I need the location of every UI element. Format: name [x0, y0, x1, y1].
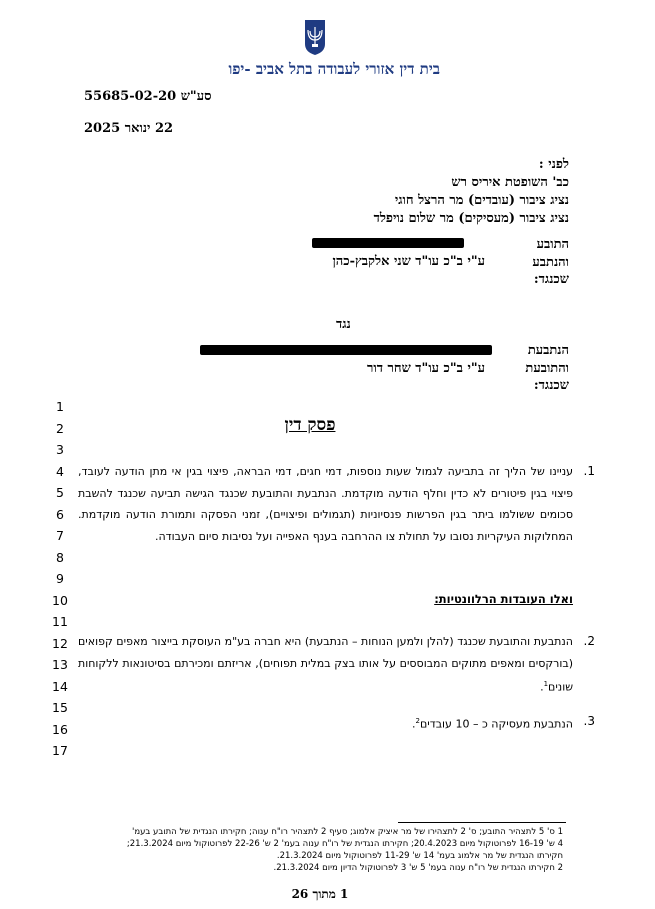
line-number: 17 [52, 743, 68, 758]
redaction-bar [200, 345, 492, 355]
line-number: 12 [52, 635, 68, 651]
line-number: 16 [52, 721, 68, 737]
document-title: פסק דין [284, 415, 336, 435]
bench-block [169, 156, 569, 228]
line-number: 8 [56, 549, 64, 565]
line-number: 13 [52, 657, 68, 672]
footnote-line: חקירתו הנגדית של מר אלמוג בעמ' 14 ש' 11-29 לפרוטוקול מיום 21.3.2024. [276, 851, 563, 861]
paragraph-text: הנתבעת והתובעת שכנגד (להלן ולמען הנוחות – הנתבעת) היא חברה בע"מ העוסקת בייצור מאפים קפואים (בורקסים ומאפים מתוקים המבוססים על אותו בצק במלית תפוחים), אריזתם ומכירתם בסיטונאות ללקוחות שונים [78, 635, 573, 694]
footnote-separator [398, 822, 566, 823]
decision-date: 22 ינואר 2025 [84, 121, 174, 136]
page-counter: 1 מתוך 26 [291, 887, 349, 901]
state-emblem-icon [303, 18, 327, 56]
line-number: 2 [56, 420, 64, 436]
defendant-labels [489, 342, 569, 395]
defendant-label: הנתבעת [527, 343, 569, 358]
redaction-bar [312, 238, 464, 248]
section-heading: ואלו העובדות הרלוונטיות: [434, 592, 573, 606]
court-name: בית דין אזורי לעבודה בתל אביב -יפו [228, 60, 440, 78]
plaintiff-counsel: ע"י ב"כ עו"ד שני אלקבץ-כהן [332, 254, 485, 269]
line-number: 1 [56, 399, 64, 414]
line-number: 11 [52, 614, 68, 629]
public-rep-employers: נציג ציבור (מעסיקים) מר שלום נויפלד [373, 211, 569, 226]
line-number: 7 [56, 528, 64, 543]
paragraph-number: 3. [583, 714, 595, 728]
bench-label: לפני : [538, 157, 569, 172]
paragraph-text: עניינו של הליך זה בתביעה לגמול שעות נוספות, דמי חגים, דמי הבראה, פיצוי בגין אי מתן הודעה לעובד, פיצוי בגין פיטורים לא כדין וחלף הודעה מוקדמת. הנתבעת והתובעת שכנגד הגישה תביעה שכנגד להשבת סכומים ששולמו ביתר בגין הפרשות פנסיוניות (תגמולים ופיצויים), זמני הפסקה ותמורת הודעה מוקדמת. המחלוקות העיקריות נסובו על תחולת צו ההרחבה בענף האפייה ועל נסיבות סיום העבודה. [78, 465, 573, 543]
footnote-line: 1 ס' 5 לתצהיר התובע; ס' 2 לתצהירו של מר איציק אלמוג; סעיף 2 לתצהיר רו"ח ענוה; חקירתו הנגדית של התובע בעמ' [132, 827, 563, 837]
line-number: 10 [52, 592, 68, 608]
line-number: 5 [56, 485, 64, 500]
line-number: 14 [52, 678, 68, 694]
paragraph-number: 1. [583, 464, 595, 478]
line-number: 3 [56, 442, 64, 457]
footnote-line: 4 ש' 16-19 לפרוטוקול מיום 20.4.2023; חקירתו הנגדית של רו"ח ענוה בעמ' 2 ש' 22-26 לפרוטוקול מיום 21.3.2024; [126, 839, 563, 849]
line-number: 6 [56, 506, 64, 522]
footnote-ref[interactable]: 2 [415, 717, 420, 725]
defendant-label: שכנגד: [533, 378, 569, 393]
paragraph-number: 2. [583, 634, 595, 648]
footnote-ref[interactable]: 1 [543, 680, 549, 688]
plaintiff-label: והנתבע [532, 254, 569, 270]
paragraph-1 [78, 461, 595, 547]
public-rep-employees: נציג ציבור (עובדים) מר הרצל חוגי [394, 193, 569, 208]
paragraph-3: 3. הנתבעת מעסיקה כ – 10 עובדים$^2$. [78, 711, 573, 735]
case-number: סע"ש 55685-02-20 [84, 89, 212, 104]
plaintiff-label: שכנגד: [533, 272, 569, 287]
defendant-label: והתובעת [525, 360, 569, 376]
footnote-line: 2 חקירתו הנגדית של רו"ח ענוה בעמ' 5 ש' 3 לפרוטוקול הדיון מיום 21.3.2024. [273, 863, 563, 873]
plaintiff-labels [489, 236, 569, 289]
judge-name: כב' השופטת איריס רש [451, 175, 569, 190]
paragraph-2: 2. הנתבעת והתובעת שכנגד (להלן ולמען הנוחות – הנתבעת) היא חברה בע"מ העוסקת בייצור מאפים קפואים (בורקסים ומאפים מתוקים המבוססים על אותו בצק במלית תפוחים), אריזתם ומכירתם בסיטונאות ללקוחות שונים$^1$. [78, 631, 573, 698]
plaintiff-label: התובע [536, 237, 569, 252]
line-number: 15 [52, 700, 68, 715]
line-number: 4 [56, 463, 64, 479]
line-numbers [40, 396, 80, 762]
paragraph-text: הנתבעת מעסיקה כ – 10 עובדים [419, 717, 573, 731]
defendant-counsel: ע"י ב"כ עו"ד שחר דור [367, 361, 485, 376]
line-number: 9 [56, 571, 64, 586]
footnotes [43, 826, 563, 874]
versus-label: נגד [336, 317, 351, 332]
